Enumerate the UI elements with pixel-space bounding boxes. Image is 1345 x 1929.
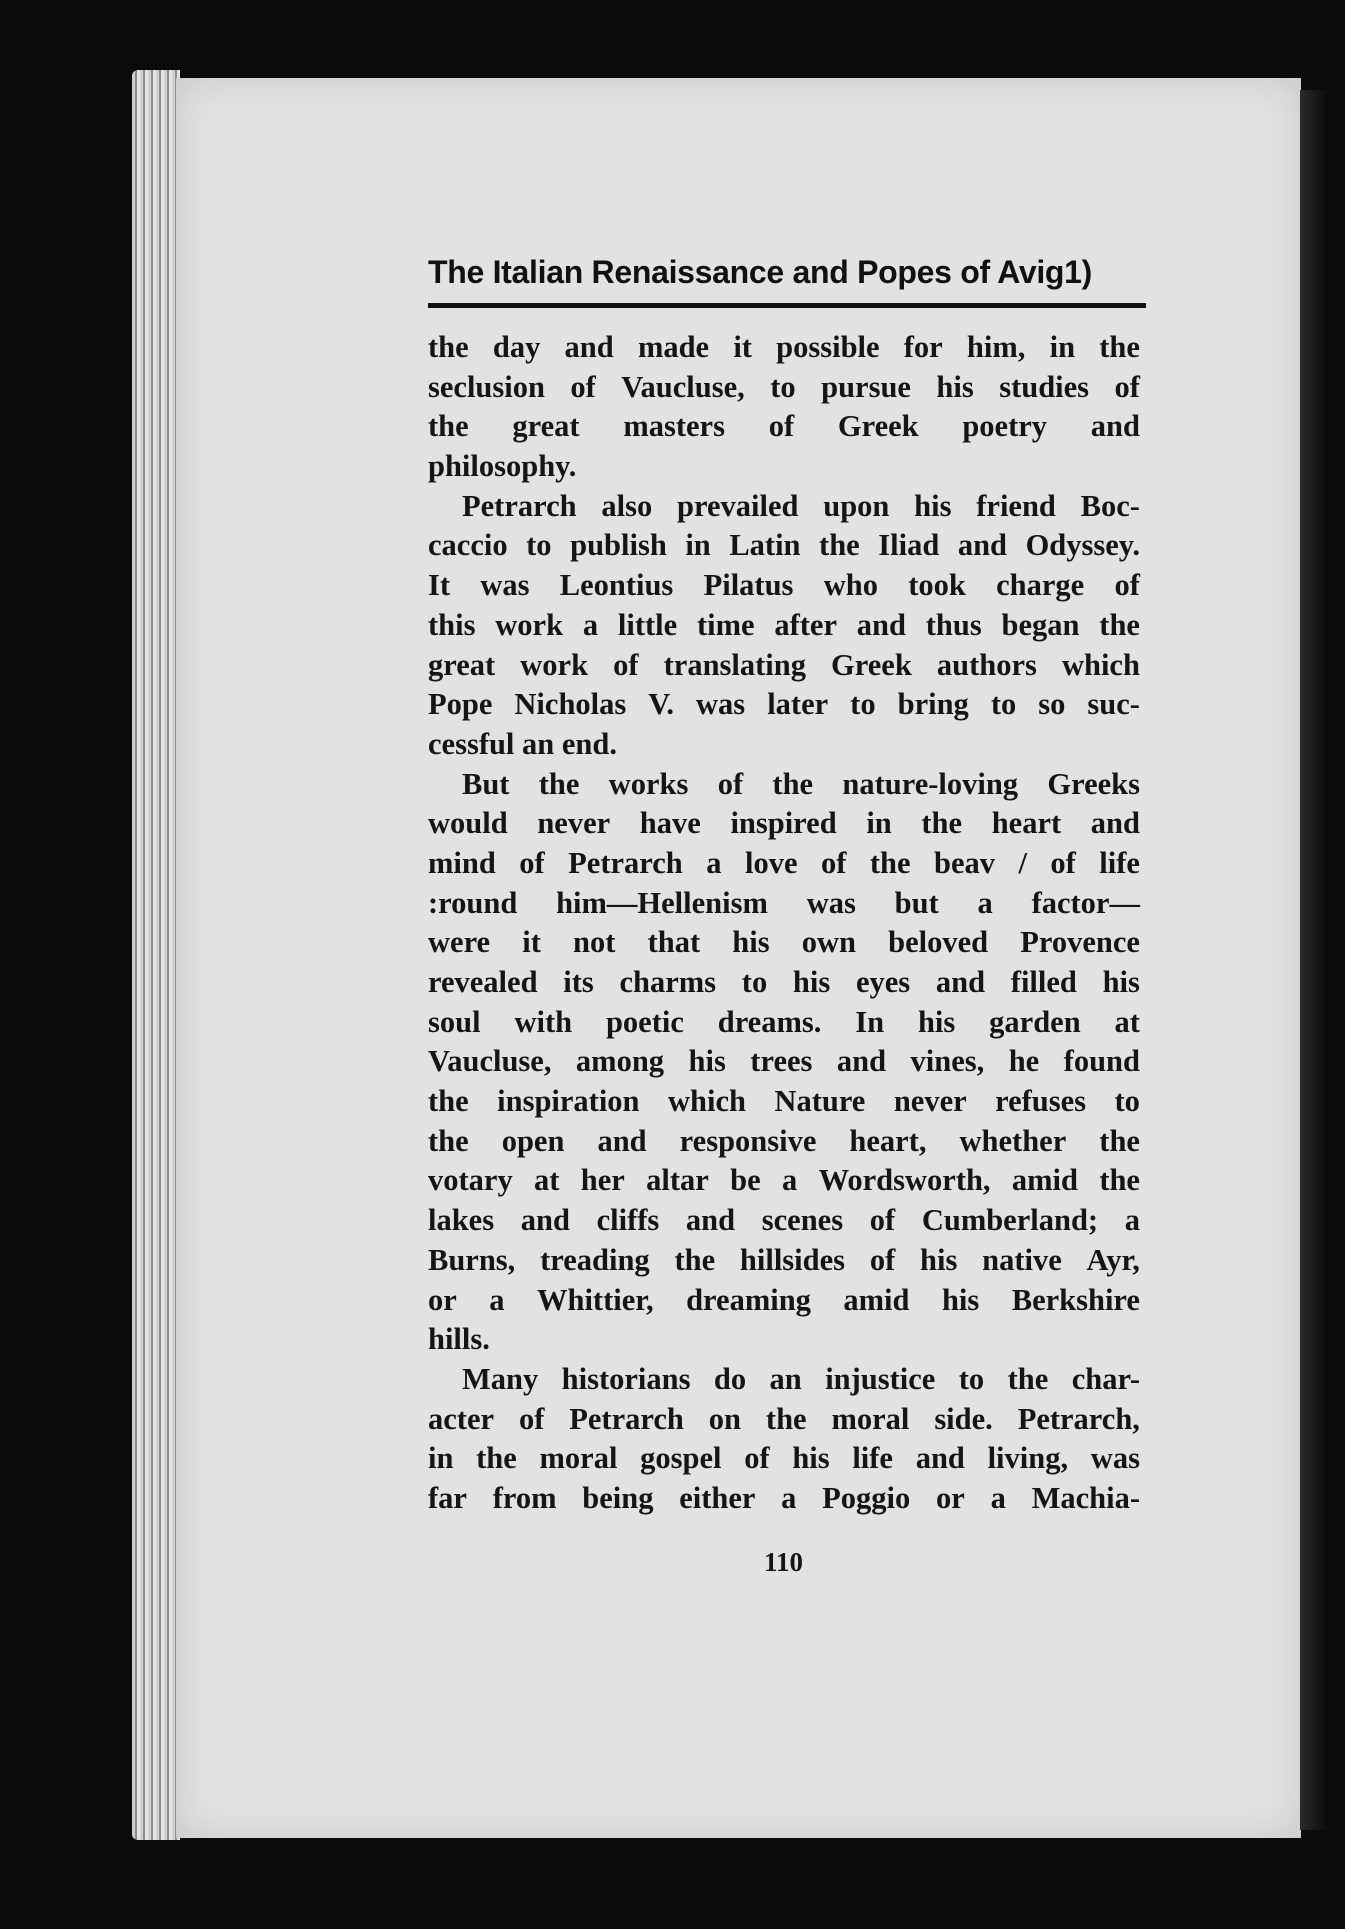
running-head: The Italian Renaissance and Popes of Avig1)	[428, 254, 1093, 290]
text-line: Vaucluse, among his trees and vines, he found	[428, 1044, 1140, 1079]
page-number-container	[0, 1547, 1345, 1578]
text-line: the great masters of Greek poetry and	[428, 409, 1140, 444]
text-line: mind of Petrarch a love of the beav / of life	[428, 845, 1140, 880]
text-line: :round him—Hellenism was but a factor—	[428, 885, 1140, 920]
text-line: acter of Petrarch on the moral side. Petrarch,	[428, 1401, 1140, 1436]
text-line: or a Whittier, dreaming amid his Berkshire	[428, 1282, 1140, 1317]
text-line: hills.	[428, 1322, 490, 1357]
text-line: Petrarch also prevailed upon his friend Boc-	[462, 488, 1140, 523]
text-line: lakes and cliffs and scenes of Cumberland; a	[428, 1203, 1140, 1238]
text-line: But the works of the nature-loving Greeks	[462, 766, 1140, 801]
body-text	[428, 328, 1140, 1519]
running-head-rule	[428, 303, 1146, 308]
text-line: the day and made it possible for him, in the	[428, 330, 1140, 364]
text-line: votary at her altar be a Wordsworth, amid the	[428, 1163, 1140, 1198]
text-line: were it not that his own beloved Provence	[428, 925, 1140, 960]
text-line: far from being either a Poggio or a Machia-	[428, 1480, 1140, 1515]
text-line: Burns, treading the hillsides of his native Ayr,	[428, 1242, 1140, 1277]
text-line: in the moral gospel of his life and living, was	[428, 1441, 1140, 1476]
text-line: would never have inspired in the heart and	[428, 806, 1140, 841]
text-line: great work of translating Greek authors which	[428, 647, 1140, 682]
text-line: philosophy.	[428, 449, 577, 484]
text-line: cessful an end.	[428, 726, 617, 761]
text-line: soul with poetic dreams. In his garden at	[428, 1004, 1140, 1039]
text-line: caccio to publish in Latin the Iliad and Odyssey.	[428, 528, 1140, 563]
text-line: Many historians do an injustice to the char-	[462, 1361, 1140, 1396]
text-line: the open and responsive heart, whether the	[428, 1123, 1140, 1158]
text-line: It was Leontius Pilatus who took charge of	[428, 568, 1140, 603]
text-line: the inspiration which Nature never refuses to	[428, 1084, 1140, 1119]
page-number: 110	[763, 1547, 803, 1577]
text-line: Pope Nicholas V. was later to bring to so suc-	[428, 687, 1140, 722]
text-line: revealed its charms to his eyes and filled his	[428, 965, 1140, 999]
text-line: this work a little time after and thus began the	[428, 607, 1140, 642]
text-line: seclusion of Vaucluse, to pursue his studies of	[428, 369, 1140, 404]
